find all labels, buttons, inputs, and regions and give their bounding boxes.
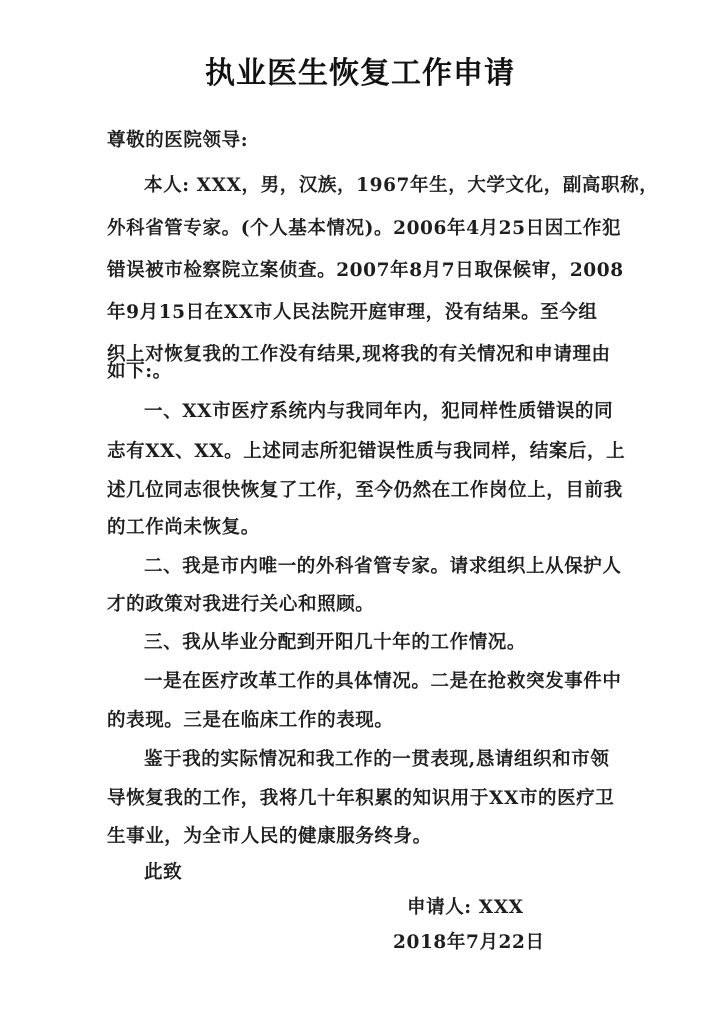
body-line: 生事业，为全市人民的健康服务终身。 [107,826,432,847]
document-title: 执业医生恢复工作申请 [205,56,515,91]
body-line: 一、XX市医疗系统内与我同年内，犯同样性质错误的同 [144,401,614,422]
body-line: 一是在医疗改革工作的具体情况。二是在抢救突发事件中 [144,671,622,692]
body-line: 织上对恢复我的工作没有结果,现将我的有关情况和申请理由 [107,344,611,365]
body-line: 本人: XXX，男，汉族，1967年生，大学文化，副高职称， [144,175,659,196]
body-line: 志有XX、XX。上述同志所犯错误性质与我同样，结案后，上 [107,441,626,462]
body-line: 二、我是市内唯一的外科省管专家。请求组织上从保护人 [144,556,622,577]
signature-date: 2018年7月22日 [393,932,545,953]
closing: 此致 [144,862,183,883]
salutation: 尊敬的医院领导: [107,130,249,151]
applicant-signature: 申请人: XXX [407,897,524,918]
body-line: 述几位同志很快恢复了工作，至今仍然在工作岗位上，目前我 [107,480,623,501]
body-line: 才的政策对我进行关心和照顾。 [107,594,375,615]
body-line: 导恢复我的工作，我将几十年积累的知识用于XX市的医疗卫 [107,788,615,809]
body-line: 的表现。三是在临床工作的表现。 [107,710,394,731]
body-line: 外科省管专家。(个人基本情况)。2006年4月25日因工作犯 [107,218,622,239]
body-line: 如下:。 [107,361,172,382]
body-line: 鉴于我的实际情况和我工作的一贯表现,恳请组织和市领 [144,749,610,770]
body-line: 三、我从毕业分配到开阳几十年的工作情况。 [144,632,527,653]
body-line: 年9月15日在XX市人民法院开庭审理，没有结果。至今组 [107,302,598,323]
body-line: 的工作尚未恢复。 [107,517,260,538]
body-line: 错误被市检察院立案侦查。2007年8月7日取保候审，2008 [107,260,624,281]
